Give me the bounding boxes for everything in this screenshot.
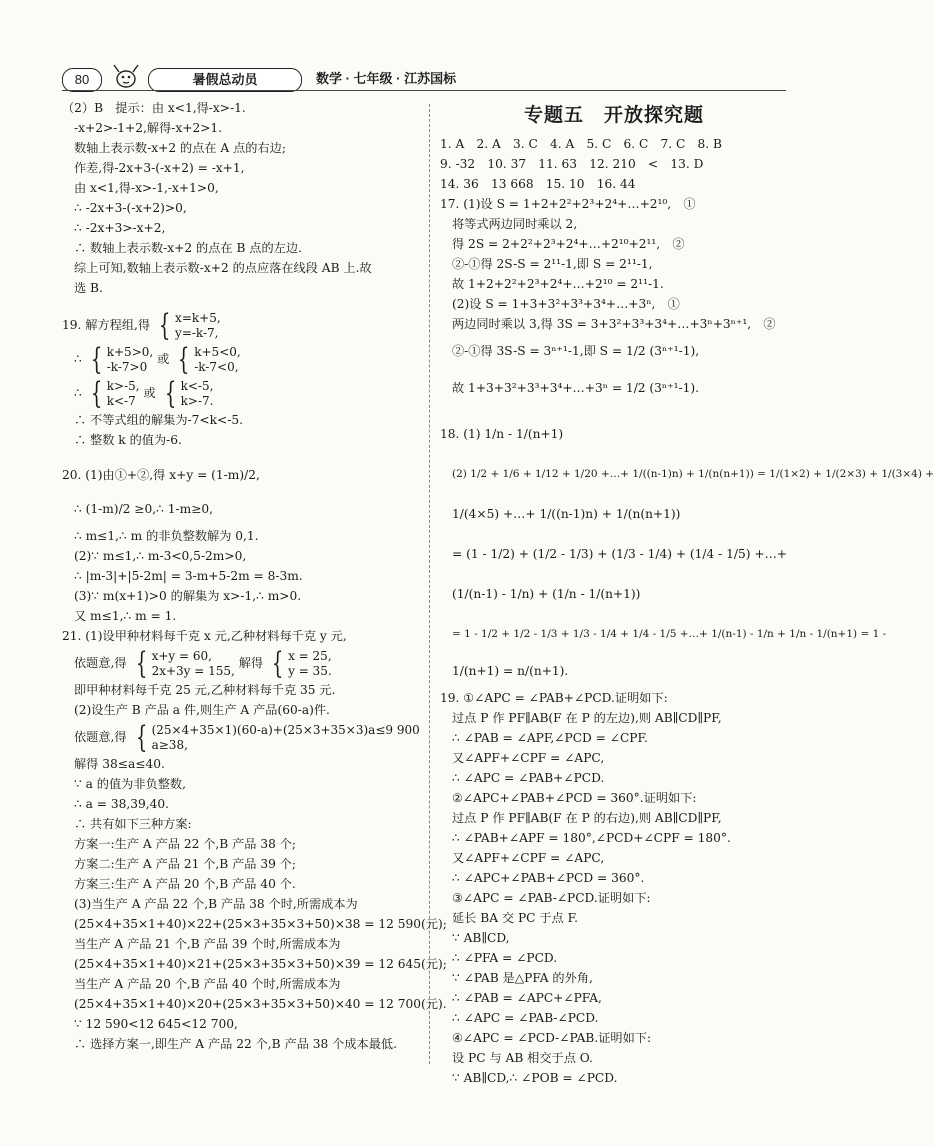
left-column	[62, 98, 447, 1054]
text-line: 解得 38≤a≤40.	[74, 757, 165, 771]
brace-icon: {	[90, 341, 102, 377]
text-line: ②-①得 2S-S = 2¹¹-1,即 S = 2¹¹-1,	[452, 257, 653, 271]
text-line: 故 1+3+3²+3³+3⁴+…+3ⁿ = 1/2 (3ⁿ⁺¹-1).	[452, 381, 700, 395]
text-line: 数轴上表示数-x+2 的点在 A 点的右边;	[74, 141, 286, 155]
eq: -k-7>0	[106, 359, 148, 374]
q19-system-3	[173, 341, 241, 377]
eq: k+5<0,	[194, 344, 241, 359]
q19-system-4	[86, 375, 140, 411]
text-line: 方案三:生产 A 产品 20 个,B 产品 40 个.	[74, 877, 296, 891]
text-line: 1/(n+1) = n/(n+1).	[452, 664, 569, 678]
text-line: 当生产 A 产品 20 个,B 产品 40 个时,所需成本为	[74, 977, 341, 991]
text-line: ∴ -2x+3-(-x+2)>0,	[74, 201, 187, 215]
text-line: ∴ 数轴上表示数-x+2 的点在 B 点的左边.	[74, 241, 302, 255]
text-line: 18. (1) 1/n - 1/(n+1)	[440, 427, 564, 441]
q19-system-line	[62, 342, 424, 376]
q21-system-2	[267, 645, 332, 681]
text-line: 1/(4×5) +…+ 1/((n-1)n) + 1/(n(n+1))	[452, 507, 681, 521]
text-line: 又∠APF+∠CPF = ∠APC,	[452, 751, 605, 765]
therefore-symbol: ∴	[74, 386, 82, 400]
text-line: 过点 P 作 PF∥AB(F 在 P 的右边),则 AB∥CD∥PF,	[452, 811, 722, 825]
or-word: 或	[143, 386, 156, 400]
brand-badge: 暑假总动员	[148, 68, 302, 92]
text-line: 19. ①∠APC = ∠PAB+∠PCD.证明如下:	[440, 691, 668, 705]
q21-system-line	[62, 720, 424, 754]
text-line: ∴ ∠PAB = ∠APC+∠PFA,	[452, 991, 602, 1005]
text-line: ∴ (1-m)/2 ≥0,∴ 1-m≥0,	[74, 502, 214, 516]
text-line: 由 x<1,得-x>-1,-x+1>0,	[74, 181, 219, 195]
brace-icon: {	[271, 645, 284, 681]
text-line: ∴ ∠PFA = ∠PCD.	[452, 951, 558, 965]
section-title: 专题五 开放探究题	[523, 105, 704, 126]
text-line: ∵ 12 590<12 645<12 700,	[74, 1017, 238, 1031]
brace-icon: {	[90, 375, 102, 411]
q21-system-1	[131, 645, 235, 681]
text-line: ②∠APC+∠PAB+∠PCD = 360°.证明如下:	[452, 791, 697, 805]
text-line: (3)∵ m(x+1)>0 的解集为 x>-1,∴ m>0.	[74, 589, 302, 603]
text-line: 又 m≤1,∴ m = 1.	[74, 609, 177, 623]
text-line: 延长 BA 交 PC 于点 F.	[452, 911, 579, 925]
text-line: 当生产 A 产品 21 个,B 产品 39 个时,所需成本为	[74, 937, 341, 951]
page-number: 80	[62, 68, 102, 92]
intro: 依题意,得	[74, 656, 127, 670]
text-line: ∴ 选择方案一,即生产 A 产品 22 个,B 产品 38 个成本最低.	[74, 1037, 397, 1051]
text-line: ③∠APC = ∠PAB-∠PCD.证明如下:	[452, 891, 651, 905]
text-line: = (1 - 1/2) + (1/2 - 1/3) + (1/3 - 1/4) + (1/4 - 1/5) +…+	[452, 547, 788, 561]
eq: y=-k-7,	[175, 325, 219, 340]
text-line: (2)设 S = 1+3+3²+3³+3⁴+…+3ⁿ, ①	[452, 297, 680, 311]
text-line: ∴ m≤1,∴ m 的非负整数解为 0,1.	[74, 529, 259, 543]
text-line: = 1 - 1/2 + 1/2 - 1/3 + 1/3 - 1/4 + 1/4 - 1/5 +…+ 1/(n-1) - 1/n + 1/n - 1/(n+1) = 1 -	[452, 628, 887, 640]
text-line: (25×4+35×1+40)×22+(25×3+35×3+50)×38 = 12 590(元);	[74, 917, 447, 931]
brace-icon: {	[135, 719, 147, 755]
eq: k<-7	[106, 393, 136, 408]
eq: k<-5,	[180, 378, 214, 393]
text-line: 20. (1)由①+②,得 x+y = (1-m)/2,	[62, 468, 260, 482]
text-line: 将等式两边同时乘以 2,	[452, 217, 578, 231]
text-line: ∴ ∠APC+∠PAB+∠PCD = 360°.	[452, 871, 645, 885]
text-line: 两边同时乘以 3,得 3S = 3+3²+3³+3⁴+…+3ⁿ+3ⁿ⁺¹, ②	[452, 317, 776, 331]
q19-system-1	[154, 307, 221, 343]
text-line: ∴ 不等式组的解集为-7<k<-5.	[74, 413, 243, 427]
text-line: 又∠APF+∠CPF = ∠APC,	[452, 851, 605, 865]
text-line: 选 B.	[74, 281, 103, 295]
text-line: ∵ AB∥CD,∴ ∠POB = ∠PCD.	[452, 1071, 618, 1085]
text-line: (2)设生产 B 产品 a 件,则生产 A 产品(60-a)件.	[74, 703, 330, 717]
text-line: ②-①得 3S-S = 3ⁿ⁺¹-1,即 S = 1/2 (3ⁿ⁺¹-1),	[452, 344, 700, 358]
eq: x=k+5,	[175, 310, 221, 325]
text-line: 综上可知,数轴上表示数-x+2 的点应落在线段 AB 上.故	[74, 261, 372, 275]
text-line: ∵ a 的值为非负整数,	[74, 777, 186, 791]
solve-word: 解得	[238, 656, 264, 670]
text-line: ∴ -2x+3>-x+2,	[74, 221, 166, 235]
text-line: -x+2>-1+2,解得-x+2>1.	[74, 121, 223, 135]
eq: x = 25,	[288, 648, 332, 663]
eq: y = 35.	[288, 663, 332, 678]
eq: k>-7.	[180, 393, 214, 408]
text-line: ∵ ∠PAB 是△PFA 的外角,	[452, 971, 593, 985]
answer-line: 14. 36 13 668 15. 10 16. 44	[440, 177, 636, 191]
text-line: (1/(n-1) - 1/n) + (1/n - 1/(n+1))	[452, 587, 641, 601]
text-line: 方案一:生产 A 产品 22 个,B 产品 38 个;	[74, 837, 297, 851]
text-line: 17. (1)设 S = 1+2+2²+2³+2⁴+…+2¹⁰, ①	[440, 197, 696, 211]
page-header	[62, 60, 782, 90]
text-line: ∴ |m-3|+|5-2m| = 3-m+5-2m = 8-3m.	[74, 569, 303, 583]
text-line: ∴ ∠PAB+∠APF = 180°,∠PCD+∠CPF = 180°.	[452, 831, 731, 845]
text-line: 设 PC 与 AB 相交于点 O.	[452, 1051, 593, 1065]
q19-system-line	[62, 376, 424, 410]
intro: 依题意,得	[74, 730, 127, 744]
text-line: ∴ 整数 k 的值为-6.	[74, 433, 182, 447]
q21-system-line	[62, 646, 424, 680]
q19-intro: 19. 解方程组,得	[62, 318, 151, 332]
q19-system-line	[62, 308, 424, 342]
text-line: (2)∵ m≤1,∴ m-3<0,5-2m>0,	[74, 549, 247, 563]
text-line: 21. (1)设甲种材料每千克 x 元,乙种材料每千克 y 元,	[62, 629, 347, 643]
text-line: 过点 P 作 PF∥AB(F 在 P 的左边),则 AB∥CD∥PF,	[452, 711, 722, 725]
mascot-icon	[106, 62, 146, 90]
or-word: 或	[157, 352, 170, 366]
text-line: ∴ ∠PAB = ∠APF,∠PCD = ∠CPF.	[452, 731, 648, 745]
text-line: ∵ AB∥CD,	[452, 931, 510, 945]
q19-system-2	[86, 341, 154, 377]
text-line: 得 2S = 2+2²+2³+2⁴+…+2¹⁰+2¹¹, ②	[452, 237, 685, 251]
text-line: ∴ 共有如下三种方案:	[74, 817, 192, 831]
answer-line: 1. A 2. A 3. C 4. A 5. C 6. C 7. C 8. B	[440, 137, 722, 151]
text-line: 作差,得-2x+3-(-x+2) = -x+1,	[74, 161, 245, 175]
text-line: （2）B 提示：由 x<1,得-x>-1.	[62, 101, 246, 115]
eq: a≥38,	[151, 737, 188, 752]
brace-icon: {	[158, 307, 171, 343]
eq: -k-7<0,	[194, 359, 239, 374]
eq: x+y = 60,	[151, 648, 212, 663]
text-line: (25×4+35×1+40)×21+(25×3+35×3+50)×39 = 12 645(元);	[74, 957, 447, 971]
eq: (25×4+35×1)(60-a)+(25×3+35×3)a≤9 900	[151, 722, 420, 737]
book-title: 数学 · 七年级 · 江苏国标	[316, 71, 457, 86]
eq: k+5>0,	[106, 344, 154, 359]
text-line: 即甲种材料每千克 25 元,乙种材料每千克 35 元.	[74, 683, 336, 697]
text-line: ④∠APC = ∠PCD-∠PAB.证明如下:	[452, 1031, 652, 1045]
brace-icon: {	[135, 645, 147, 681]
right-column	[440, 98, 934, 1088]
brace-icon: {	[177, 341, 190, 377]
header-rule	[62, 90, 786, 91]
text-line: 故 1+2+2²+2³+2⁴+…+2¹⁰ = 2¹¹-1.	[452, 277, 664, 291]
text-line: ∴ ∠APC = ∠PAB-∠PCD.	[452, 1011, 599, 1025]
brace-icon: {	[164, 375, 176, 411]
eq: 2x+3y = 155,	[151, 663, 235, 678]
q21-system-3	[131, 719, 420, 755]
text-line: 方案二:生产 A 产品 21 个,B 产品 39 个;	[74, 857, 297, 871]
text-line: ∴ a = 38,39,40.	[74, 797, 170, 811]
text-line: (3)当生产 A 产品 22 个,B 产品 38 个时,所需成本为	[74, 897, 358, 911]
text-line: (2) 1/2 + 1/6 + 1/12 + 1/20 +…+ 1/((n-1)n) + 1/(n(n+1)) = 1/(1×2) + 1/(2×3) + 1/(3×4) +	[452, 468, 934, 480]
answer-line: 9. -32 10. 37 11. 63 12. 210 < 13. D	[440, 157, 704, 171]
text-line: ∴ ∠APC = ∠PAB+∠PCD.	[452, 771, 605, 785]
therefore-symbol: ∴	[74, 352, 82, 366]
q19-system-5	[160, 375, 214, 411]
eq: k>-5,	[106, 378, 140, 393]
text-line: (25×4+35×1+40)×20+(25×3+35×3+50)×40 = 12 700(元).	[74, 997, 447, 1011]
